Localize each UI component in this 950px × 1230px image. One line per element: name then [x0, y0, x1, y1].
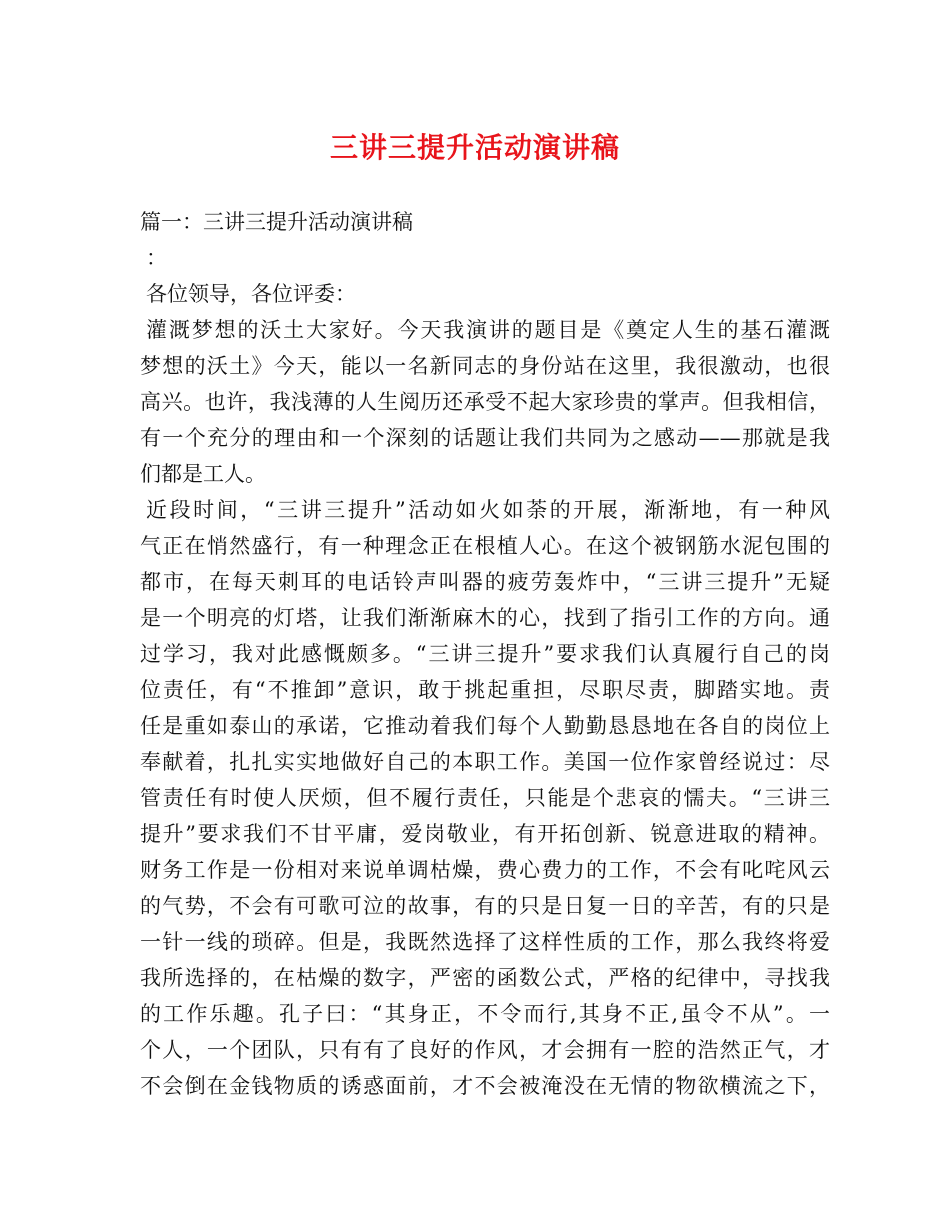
document-body — [140, 204, 830, 1104]
body-line: 气正在悄然盛行，有一种理念正在根植人心。在这个被钢筋水泥包围的 — [140, 534, 830, 558]
body-line: 灌溉梦想的沃土大家好。今天我演讲的题目是《奠定人生的基石灌溉 — [146, 318, 830, 342]
body-line: 提升”要求我们不甘平庸，爱岗敬业，有开拓创新、锐意进取的精神。 — [140, 822, 830, 846]
body-line: 管责任有时使人厌烦，但不履行责任，只能是个悲哀的懦夫。“三讲三 — [140, 786, 830, 810]
body-line: 高兴。也许，我浅薄的人生阅历还承受不起大家珍贵的掌声。但我相信， — [140, 390, 830, 414]
body-line: 各位领导，各位评委： — [146, 282, 356, 306]
body-line: 梦想的沃土》今天，能以一名新同志的身份站在这里，我很激动，也很 — [140, 354, 830, 378]
body-line: 奉献着，扎扎实实地做好自己的本职工作。美国一位作家曾经说过：尽 — [140, 750, 830, 774]
body-line: 有一个充分的理由和一个深刻的话题让我们共同为之感动——那就是我 — [140, 426, 830, 450]
body-line: 财务工作是一份相对来说单调枯燥，费心费力的工作，不会有叱咤风云 — [140, 858, 830, 882]
body-line: 的气势，不会有可歌可泣的故事，有的只是日复一日的辛苦，有的只是 — [140, 894, 830, 918]
body-line: ： — [146, 246, 167, 270]
body-line: 位责任，有“不推卸”意识，敢于挑起重担，尽职尽责，脚踏实地。责 — [140, 678, 830, 702]
body-line: 我所选择的，在枯燥的数字，严密的函数公式，严格的纪律中，寻找我 — [140, 966, 830, 990]
body-line: 个人，一个团队，只有有了良好的作风，才会拥有一腔的浩然正气，才 — [140, 1038, 830, 1062]
body-line: 都市，在每天刺耳的电话铃声叫器的疲劳轰炸中，“三讲三提升”无疑 — [140, 570, 830, 594]
body-line: 们都是工人。 — [140, 462, 266, 486]
body-line: 近段时间，“三讲三提升”活动如火如荼的开展，渐渐地，有一种风 — [146, 498, 830, 522]
body-line: 任是重如泰山的承诺，它推动着我们每个人勤勤恳恳地在各自的岗位上 — [140, 714, 830, 738]
document-title: 三讲三提升活动演讲稿 — [329, 131, 620, 164]
body-line: 的工作乐趣。孔子曰：“其身正，不令而行,其身不正,虽令不从”。一 — [140, 1002, 830, 1026]
body-line: 不会倒在金钱物质的诱惑面前，才不会被淹没在无情的物欲横流之下， — [140, 1074, 830, 1098]
body-line: 一针一线的琐碎。但是，我既然选择了这样性质的工作，那么我终将爱 — [140, 930, 830, 954]
body-line: 是一个明亮的灯塔，让我们渐渐麻木的心，找到了指引工作的方向。通 — [140, 606, 830, 630]
body-line: 篇一：三讲三提升活动演讲稿 — [140, 210, 413, 234]
body-line: 过学习，我对此感慨颇多。“三讲三提升”要求我们认真履行自己的岗 — [140, 642, 830, 666]
